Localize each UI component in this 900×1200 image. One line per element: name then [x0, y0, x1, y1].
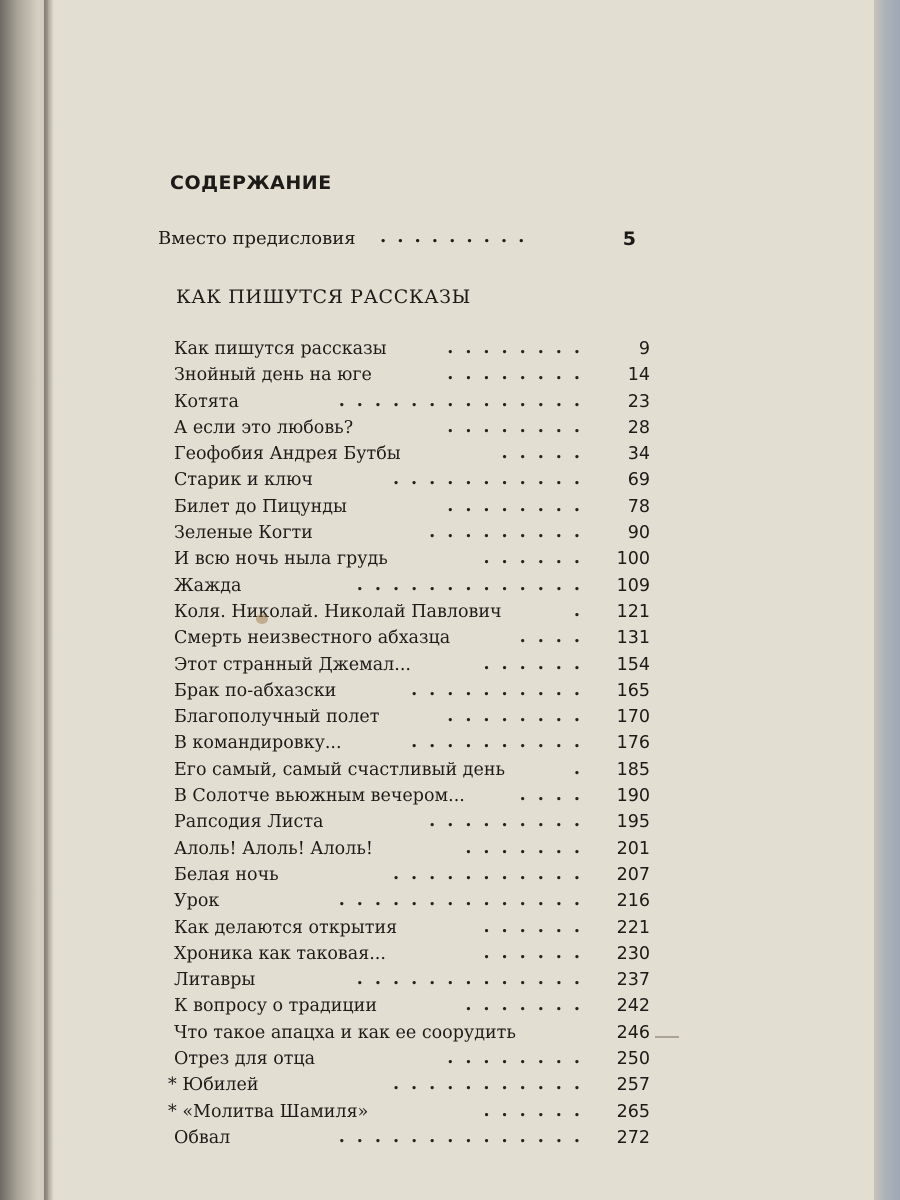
toc-entry-page-number: 176 — [616, 733, 650, 754]
toc-entry-page-number: 221 — [616, 917, 650, 938]
toc-entry-title: Рапсодия Листа — [174, 812, 324, 833]
toc-entry — [174, 1125, 650, 1151]
toc-entry — [174, 915, 650, 941]
toc-entry-page-number: 131 — [616, 628, 650, 649]
dot-leader: ...... — [483, 548, 592, 569]
toc-entry-page-number: 230 — [616, 943, 650, 964]
toc-entry — [174, 599, 650, 625]
toc-entry — [174, 888, 650, 914]
toc-entry-title: Этот странный Джемал... — [174, 654, 411, 675]
toc-entry-page-number: 23 — [627, 391, 650, 412]
dot-leader: .... — [519, 627, 592, 648]
dot-leader: ..... — [501, 443, 592, 464]
paper-stain — [256, 614, 268, 624]
toc-entry-title: Коля. Николай. Николай Павлович — [174, 601, 502, 622]
toc-preface-entry — [158, 228, 636, 254]
toc-entry-title: Его самый, самый счастливый день — [174, 759, 506, 780]
dot-leader: ........... — [392, 469, 592, 490]
toc-entry — [174, 546, 650, 572]
toc-entry — [174, 993, 650, 1019]
toc-entry-title: В командировку... — [174, 733, 342, 754]
dot-leader: ............. — [356, 969, 592, 990]
toc-entry-title: Отрез для отца — [174, 1049, 316, 1070]
toc-entry-title: Благополучный полет — [174, 707, 380, 728]
dot-leader: ......... — [429, 522, 592, 543]
left-page-edge — [0, 0, 48, 1200]
toc-entry — [174, 625, 650, 651]
dot-leader: ...... — [483, 653, 592, 674]
dot-leader: ........ — [447, 364, 592, 385]
toc-entry-title: Обвал — [174, 1127, 231, 1148]
toc-entry — [174, 783, 650, 809]
toc-entry — [174, 520, 650, 546]
spine-shadow — [44, 0, 54, 1200]
toc-entry-page-number: 246 — [616, 1022, 650, 1043]
toc-entry-title: Что такое апацха и как ее соорудить — [174, 1022, 516, 1043]
toc-entry-page-number: 201 — [616, 838, 650, 859]
toc-entry — [168, 1099, 650, 1125]
toc-entry — [174, 836, 650, 862]
toc-entry-page-number: 165 — [616, 680, 650, 701]
toc-entry-page-number: 109 — [616, 575, 650, 596]
toc-entry-page-number: 265 — [616, 1101, 650, 1122]
toc-entry-title: Билет до Пицунды — [174, 496, 347, 517]
dot-leader: . — [573, 600, 592, 621]
dot-leader: . — [573, 758, 592, 779]
dot-leader: ....... — [465, 995, 592, 1016]
toc-entry-page-number: 154 — [616, 654, 650, 675]
dot-leader: ........ — [447, 416, 592, 437]
toc-entry — [174, 467, 650, 493]
toc-entry — [174, 809, 650, 835]
toc-entry-page-number: 69 — [627, 470, 650, 491]
toc-entry — [174, 941, 650, 967]
toc-entry — [174, 1046, 650, 1072]
toc-list — [168, 336, 650, 1151]
toc-entry-page-number: 90 — [627, 523, 650, 544]
toc-entry-page-number: 257 — [616, 1075, 650, 1096]
toc-entry-title: Белая ночь — [174, 864, 279, 885]
toc-entry — [174, 652, 650, 678]
dot-leader: .......... — [411, 679, 592, 700]
toc-entry — [174, 336, 650, 362]
toc-entry-page-number: 242 — [616, 996, 650, 1017]
toc-entry — [174, 415, 650, 441]
toc-entry — [174, 678, 650, 704]
preface-title: Вместо предисловия — [158, 228, 356, 249]
dot-leader: ...... — [483, 916, 592, 937]
toc-entry-title: Смерть неизвестного абхазца — [174, 628, 451, 649]
toc-entry-page-number: 195 — [616, 812, 650, 833]
dot-leader: ........ — [447, 706, 592, 727]
toc-entry-title: Геофобия Андрея Бутбы — [174, 444, 401, 465]
dot-leader: .......... — [411, 732, 592, 753]
toc-entry-title: * Юбилей — [168, 1075, 259, 1096]
toc-entry — [174, 757, 650, 783]
dot-leader: ......... — [429, 811, 592, 832]
toc-entry-title: * «Молитва Шамиля» — [168, 1101, 369, 1122]
toc-entry-page-number: 9 — [638, 339, 650, 359]
toc-entry — [174, 862, 650, 888]
dot-leader: .............. — [338, 390, 592, 411]
toc-entry — [174, 494, 650, 520]
toc-entry-page-number: 272 — [616, 1127, 650, 1148]
toc-entry-title: Зеленые Когти — [174, 523, 313, 544]
section-title: КАК ПИШУТСЯ РАССКАЗЫ — [176, 286, 471, 308]
toc-entry-page-number: 100 — [616, 549, 650, 570]
toc-entry — [174, 362, 650, 388]
toc-entry — [174, 389, 650, 415]
toc-entry-title: Хроника как таковая... — [174, 943, 386, 964]
toc-entry-page-number: 237 — [616, 970, 650, 991]
toc-entry-page-number: 216 — [616, 891, 650, 912]
dot-leader: ...... — [483, 942, 592, 963]
toc-entry-title: Котята — [174, 391, 239, 412]
dot-leader: .... — [519, 785, 592, 806]
toc-entry-page-number: 28 — [627, 417, 650, 438]
dot-leader: ........... — [392, 863, 592, 884]
toc-entry — [174, 573, 650, 599]
right-page-edge — [874, 0, 900, 1200]
dot-leader: .............. — [338, 1126, 592, 1147]
toc-entry-title: Урок — [174, 891, 220, 912]
toc-entry-page-number: 121 — [616, 601, 650, 622]
dot-leader: ...... — [483, 1100, 592, 1121]
toc-entry-title: Как пишутся рассказы — [174, 339, 387, 359]
toc-entry-title: А если это любовь? — [174, 417, 354, 438]
toc-entry — [174, 441, 650, 467]
toc-entry-title: Алоль! Алоль! Алоль! — [174, 838, 373, 859]
dot-leader: ........ — [447, 495, 592, 516]
toc-entry-title: Жажда — [174, 575, 242, 596]
toc-entry-title: В Солотче вьюжным вечером... — [174, 786, 465, 807]
toc-entry-page-number: 170 — [616, 707, 650, 728]
toc-entry-title: И всю ночь ныла грудь — [174, 549, 388, 570]
preface-page-number: 5 — [622, 228, 636, 250]
toc-entry — [174, 1020, 650, 1046]
dot-leader: ........ — [447, 1048, 592, 1069]
toc-entry-page-number: 190 — [616, 786, 650, 807]
dot-leader: ....... — [465, 837, 592, 858]
toc-entry — [174, 704, 650, 730]
dot-leader: ............. — [356, 574, 592, 595]
toc-entry-page-number: 207 — [616, 864, 650, 885]
pencil-mark — [655, 1036, 679, 1038]
toc-entry-page-number: 78 — [627, 496, 650, 517]
dot-leader: ........... — [392, 1074, 592, 1095]
toc-entry-title: Брак по-абхазски — [174, 680, 337, 701]
toc-entry-page-number: 185 — [616, 759, 650, 780]
dot-leader: ........ — [447, 338, 592, 358]
toc-entry-title: Как делаются открытия — [174, 917, 398, 938]
toc-entry — [168, 1072, 650, 1098]
toc-entry-page-number: 34 — [627, 444, 650, 465]
dot-leader: .............. — [338, 890, 592, 911]
toc-entry-page-number: 250 — [616, 1049, 650, 1070]
toc-entry-title: Старик и ключ — [174, 470, 313, 491]
toc-entry-title: К вопросу о традиции — [174, 996, 377, 1017]
toc-entry — [174, 730, 650, 756]
dot-leader: ......... — [380, 226, 536, 247]
toc-entry-title: Знойный день на юге — [174, 365, 372, 386]
toc-entry-title: Литавры — [174, 970, 256, 991]
toc-heading: СОДЕРЖАНИЕ — [170, 172, 332, 194]
toc-entry — [174, 967, 650, 993]
toc-entry-page-number: 14 — [627, 365, 650, 386]
